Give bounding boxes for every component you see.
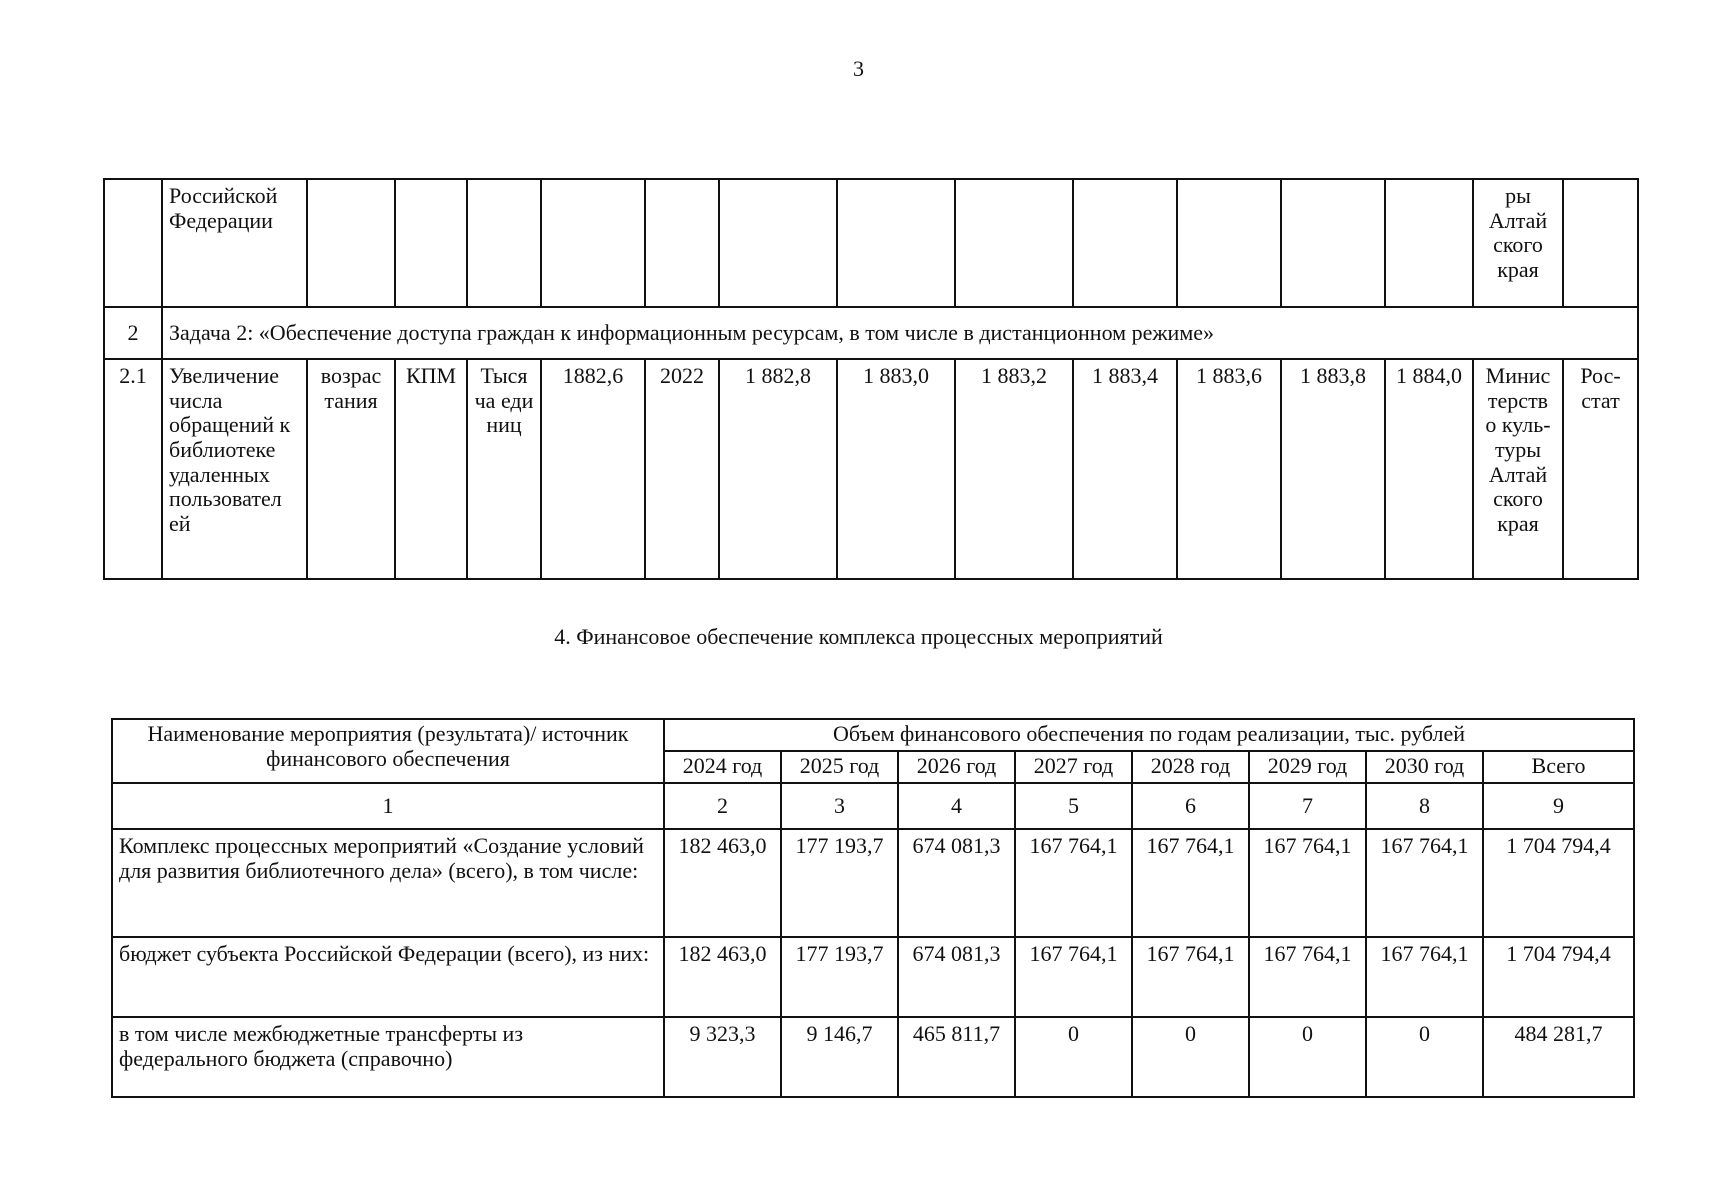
table-row xyxy=(112,829,1634,937)
row-value: 177 193,7 xyxy=(781,937,898,1017)
indicator-trend: возрас тания xyxy=(307,359,395,579)
row-value: 167 764,1 xyxy=(1249,829,1366,937)
year-value: 1 882,8 xyxy=(719,359,837,579)
row-total: 484 281,7 xyxy=(1483,1017,1634,1097)
table-row xyxy=(112,1017,1634,1097)
column-number: 6 xyxy=(1132,783,1249,829)
row-value: 167 764,1 xyxy=(1249,937,1366,1017)
row-value: 9 146,7 xyxy=(781,1017,898,1097)
year-value: 1 883,4 xyxy=(1073,359,1177,579)
row-value: 0 xyxy=(1015,1017,1132,1097)
indicator-unit: Тыся ча еди ниц xyxy=(467,359,541,579)
indicator-name: Увеличение числа обращений к библиотеке удаленных пользовател ей xyxy=(162,359,307,579)
source-cell: Рос- стат xyxy=(1563,359,1638,579)
table-row xyxy=(104,179,1638,307)
column-number: 1 xyxy=(112,783,664,829)
year-header: 2027 год xyxy=(1015,751,1132,783)
row-name: бюджет субъекта Российской Федерации (всего), из них: xyxy=(112,937,664,1017)
finance-table xyxy=(111,718,1635,1098)
responsible-cell: ры Алтай ского края xyxy=(1473,179,1563,307)
column-numbers-row xyxy=(112,783,1634,829)
row-value: 0 xyxy=(1249,1017,1366,1097)
column-number: 5 xyxy=(1015,783,1132,829)
year-header: 2028 год xyxy=(1132,751,1249,783)
header-row xyxy=(112,719,1634,751)
year-header: 2025 год xyxy=(781,751,898,783)
task-text: Задача 2: «Обеспечение доступа граждан к информационным ресурсам, в том числе в дистанционном режиме» xyxy=(162,307,1638,359)
table-row xyxy=(112,937,1634,1017)
row-value: 182 463,0 xyxy=(664,937,781,1017)
row-name: Комплекс процессных мероприятий «Создание условий для развития библиотечного дела» (всего), в том числе: xyxy=(112,829,664,937)
year-value: 1 883,6 xyxy=(1177,359,1281,579)
row-value: 0 xyxy=(1366,1017,1483,1097)
year-header: 2024 год xyxy=(664,751,781,783)
task-number: 2 xyxy=(104,307,162,359)
year-value: 1 883,8 xyxy=(1281,359,1385,579)
column-number: 8 xyxy=(1366,783,1483,829)
indicator-level: КПМ xyxy=(395,359,467,579)
column-number: 3 xyxy=(781,783,898,829)
row-value: 167 764,1 xyxy=(1015,937,1132,1017)
row-value: 177 193,7 xyxy=(781,829,898,937)
indicators-table xyxy=(103,178,1639,580)
year-value: 1 883,2 xyxy=(955,359,1073,579)
section-title: 4. Финансовое обеспечение комплекса процессных мероприятий xyxy=(554,624,1163,649)
row-name: в том числе межбюджетные трансферты из федерального бюджета (справочно) xyxy=(112,1017,664,1097)
row-value: 9 323,3 xyxy=(664,1017,781,1097)
column-number: 7 xyxy=(1249,783,1366,829)
indicator-row xyxy=(104,359,1638,579)
base-value: 1882,6 xyxy=(541,359,645,579)
row-total: 1 704 794,4 xyxy=(1483,937,1634,1017)
header-name: Наименование мероприятия (результата)/ источник финансового обеспечения xyxy=(112,719,664,783)
base-year: 2022 xyxy=(645,359,719,579)
year-header: 2026 год xyxy=(898,751,1015,783)
column-number: 2 xyxy=(664,783,781,829)
row-total: 1 704 794,4 xyxy=(1483,829,1634,937)
row-value: 182 463,0 xyxy=(664,829,781,937)
header-volume: Объем финансового обеспечения по годам реализации, тыс. рублей xyxy=(664,719,1634,751)
year-header: 2029 год xyxy=(1249,751,1366,783)
indicator-name-cell: Российской Федерации xyxy=(162,179,307,307)
row-value: 674 081,3 xyxy=(898,829,1015,937)
year-value: 1 883,0 xyxy=(837,359,955,579)
row-value: 167 764,1 xyxy=(1015,829,1132,937)
row-value: 465 811,7 xyxy=(898,1017,1015,1097)
row-value: 167 764,1 xyxy=(1366,829,1483,937)
year-header: 2030 год xyxy=(1366,751,1483,783)
row-value: 167 764,1 xyxy=(1132,829,1249,937)
row-value: 674 081,3 xyxy=(898,937,1015,1017)
column-number: 4 xyxy=(898,783,1015,829)
column-number: 9 xyxy=(1483,783,1634,829)
page-number: 3 xyxy=(853,56,864,81)
indicator-number: 2.1 xyxy=(104,359,162,579)
year-value: 1 884,0 xyxy=(1385,359,1473,579)
row-value: 167 764,1 xyxy=(1132,937,1249,1017)
total-header: Всего xyxy=(1483,751,1634,783)
row-value: 167 764,1 xyxy=(1366,937,1483,1017)
task-row xyxy=(104,307,1638,359)
responsible-cell: Минис терств о куль- туры Алтай ского края xyxy=(1473,359,1563,579)
row-value: 0 xyxy=(1132,1017,1249,1097)
